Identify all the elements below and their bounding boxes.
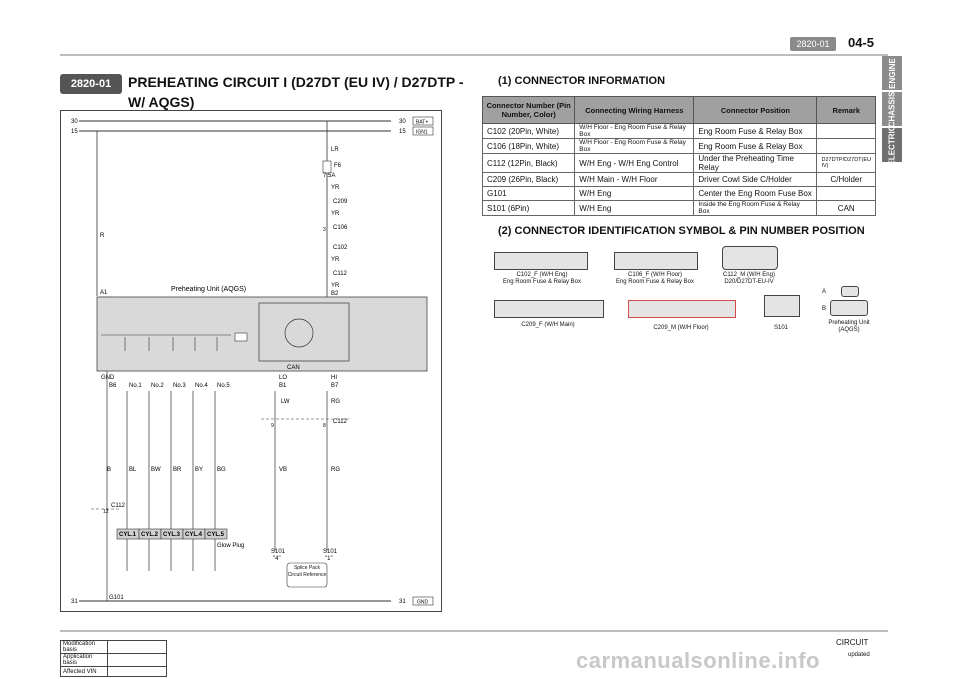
conn-c112-top: C112 — [333, 271, 347, 277]
section-badge: 2820-01 — [60, 74, 122, 94]
unit-sub-pin: (AQGS) — [838, 327, 860, 333]
watermark: carmanualsonline.info — [576, 648, 820, 673]
tab-chassis[interactable]: CHASSIS — [882, 92, 902, 126]
footer-circuit: CIRCUIT — [836, 638, 869, 647]
conn-b2: B2 — [331, 291, 339, 297]
pin-9: 9 — [271, 423, 274, 429]
pin-8: 8 — [323, 423, 326, 429]
c112-connector — [722, 246, 778, 270]
c102-connector — [494, 252, 588, 270]
gnd-label: GND — [101, 375, 115, 381]
wire-rg-1: RG — [331, 399, 340, 405]
channel-1: No.1 — [129, 383, 142, 389]
conn-c209: C209 — [333, 199, 348, 205]
glow-plug-label: Glow Plug — [217, 543, 245, 549]
c209m-connector — [628, 300, 736, 318]
s101-connector — [764, 295, 800, 317]
table-row: G101 W/H Eng Center the Eng Room Fuse Box — [483, 187, 876, 201]
cyl-2: CYL.2 — [141, 532, 159, 538]
page-tag: 2820-01 — [790, 37, 836, 51]
channel-3: No.3 — [173, 383, 186, 389]
c209f-connector — [494, 300, 604, 318]
wire-r: R — [100, 233, 105, 239]
bottom-divider — [60, 630, 888, 632]
wire-lr: LR — [331, 147, 339, 153]
pin-12: 12 — [103, 509, 109, 515]
fuse-name: F6 — [334, 163, 342, 169]
wire-b-1: B — [107, 467, 112, 473]
pin-3: 3 — [323, 227, 326, 233]
footer-table: Modification basis Application basis Affected VIN — [60, 640, 167, 677]
unit-connector-a — [841, 286, 859, 297]
line-31-right: 31 — [399, 599, 406, 605]
gnd-tag: GND — [417, 599, 429, 606]
col-position: Connector Position — [694, 97, 817, 124]
s101-a: S101 — [271, 549, 286, 555]
line-30-right: 30 — [399, 119, 406, 125]
s101-b: S101 — [323, 549, 338, 555]
conn-c102: C102 — [333, 245, 348, 251]
can-label: CAN — [287, 365, 300, 371]
table-row: C106 (18Pin, White) W/H Floor - Eng Room Fuse & Relay Box Eng Room Fuse & Relay Box — [483, 139, 876, 154]
channel-5: No.5 — [217, 383, 230, 389]
line-30-left: 30 — [71, 119, 78, 125]
cw-5: BG — [217, 467, 226, 473]
c102-sub: Eng Room Fuse & Relay Box — [502, 279, 582, 285]
col-harness: Connecting Wiring Harness — [575, 97, 694, 124]
cyl-4: CYL.4 — [185, 532, 203, 538]
line-15-left: 15 — [71, 129, 78, 135]
cw-4: BY — [195, 467, 204, 473]
bat-tag: BAT+ — [416, 119, 429, 126]
wire-lo: LO — [279, 375, 288, 381]
connector-info-heading: (1) CONNECTOR INFORMATION — [498, 75, 666, 87]
conn-b1: B1 — [279, 383, 287, 389]
conn-c112-bottom: C112 — [111, 503, 125, 509]
cw-1: BL — [129, 467, 137, 473]
unit-pin-a: A — [822, 289, 827, 295]
c112-sub: D20/D27DT-EU-IV — [724, 279, 774, 285]
fuse-rating: 7.5A — [323, 173, 336, 179]
unit-pin-b: B — [822, 306, 827, 312]
table-row: S101 (6Pin) W/H Eng Inside the Eng Room Fuse & Relay Box CAN — [483, 201, 876, 216]
page-number: 04-5 — [848, 35, 875, 50]
wire-vb: VB — [279, 467, 288, 473]
c106-sub: Eng Room Fuse & Relay Box — [615, 279, 695, 285]
ign-tag: IGN1 — [416, 129, 428, 136]
connector-table — [482, 96, 876, 216]
c106-label: C106_F (W/H Floor) — [627, 272, 682, 278]
cw-2: BW — [151, 467, 161, 473]
channel-2: No.2 — [151, 383, 164, 389]
wire-yr-2: YR — [331, 211, 340, 217]
unit-label: Preheating Unit (AQGS) — [171, 286, 247, 293]
c209m-label: C209_M (W/H Floor) — [653, 325, 709, 331]
circuit-svg — [61, 111, 441, 611]
splice-ref: Splice Pack Circuit Reference — [287, 565, 327, 578]
wire-yr-3: YR — [331, 257, 340, 263]
c112-label: C112_M (W/H Eng) — [723, 272, 775, 278]
wire-lw: LW — [281, 399, 290, 405]
c209f-label: C209_F (W/H Main) — [521, 322, 575, 328]
table-row: C112 (12Pin, Black) W/H Eng - W/H Eng Control Under the Preheating Time Relay D27DTP/D27DT(EU IV) — [483, 154, 876, 173]
pin-section-heading: (2) CONNECTOR IDENTIFICATION SYMBOL & PIN NUMBER POSITION — [498, 225, 865, 237]
s101-b-pin: "1" — [325, 556, 333, 562]
tab-electric[interactable]: ELECTRIC — [882, 128, 902, 162]
cyl-3: CYL.3 — [163, 532, 181, 538]
wire-yr-1: YR — [331, 185, 340, 191]
col-connector-number: Connector Number (Pin Number, Color) — [483, 97, 575, 124]
s101-a-pin: "4" — [273, 556, 281, 562]
cyl-1: CYL.1 — [119, 532, 137, 538]
table-row: C209 (26Pin, Black) W/H Main - W/H Floor Driver Cowl Side C/Holder C/Holder — [483, 173, 876, 187]
top-divider — [60, 54, 888, 56]
conn-c106: C106 — [333, 225, 348, 231]
c102-label: C102_F (W/H Eng) — [516, 272, 568, 278]
s101-label: S101 — [773, 325, 788, 331]
tab-engine[interactable]: ENGINE — [882, 56, 902, 90]
table-row: C102 (20Pin, White) W/H Floor - Eng Room Fuse & Relay Box Eng Room Fuse & Relay Box — [483, 124, 876, 139]
wire-hi: HI — [331, 375, 337, 381]
circuit-diagram — [60, 110, 442, 612]
channel-4: No.4 — [195, 383, 208, 389]
cw-3: BR — [173, 467, 182, 473]
line-31-left: 31 — [71, 599, 78, 605]
conn-c112-mid: C112 — [333, 419, 347, 425]
page-title: PREHEATING CIRCUIT I (D27DT (EU IV) / D27DTP - W/ AQGS) — [128, 74, 464, 110]
conn-a1: A1 — [100, 290, 108, 296]
c106-connector — [614, 252, 698, 270]
cyl-5: CYL.5 — [207, 532, 225, 538]
footer-updated: updated — [848, 652, 870, 658]
conn-b6: B6 — [109, 383, 117, 389]
unit-connector-b — [830, 300, 868, 316]
wire-rg-2: RG — [331, 467, 340, 473]
unit-label-pin: Preheating Unit — [828, 320, 870, 326]
line-15-right: 15 — [399, 129, 406, 135]
wire-yr-4: YR — [331, 283, 340, 289]
conn-b7: B7 — [331, 383, 339, 389]
conn-g101: G101 — [109, 595, 124, 601]
col-remark: Remark — [817, 97, 876, 124]
